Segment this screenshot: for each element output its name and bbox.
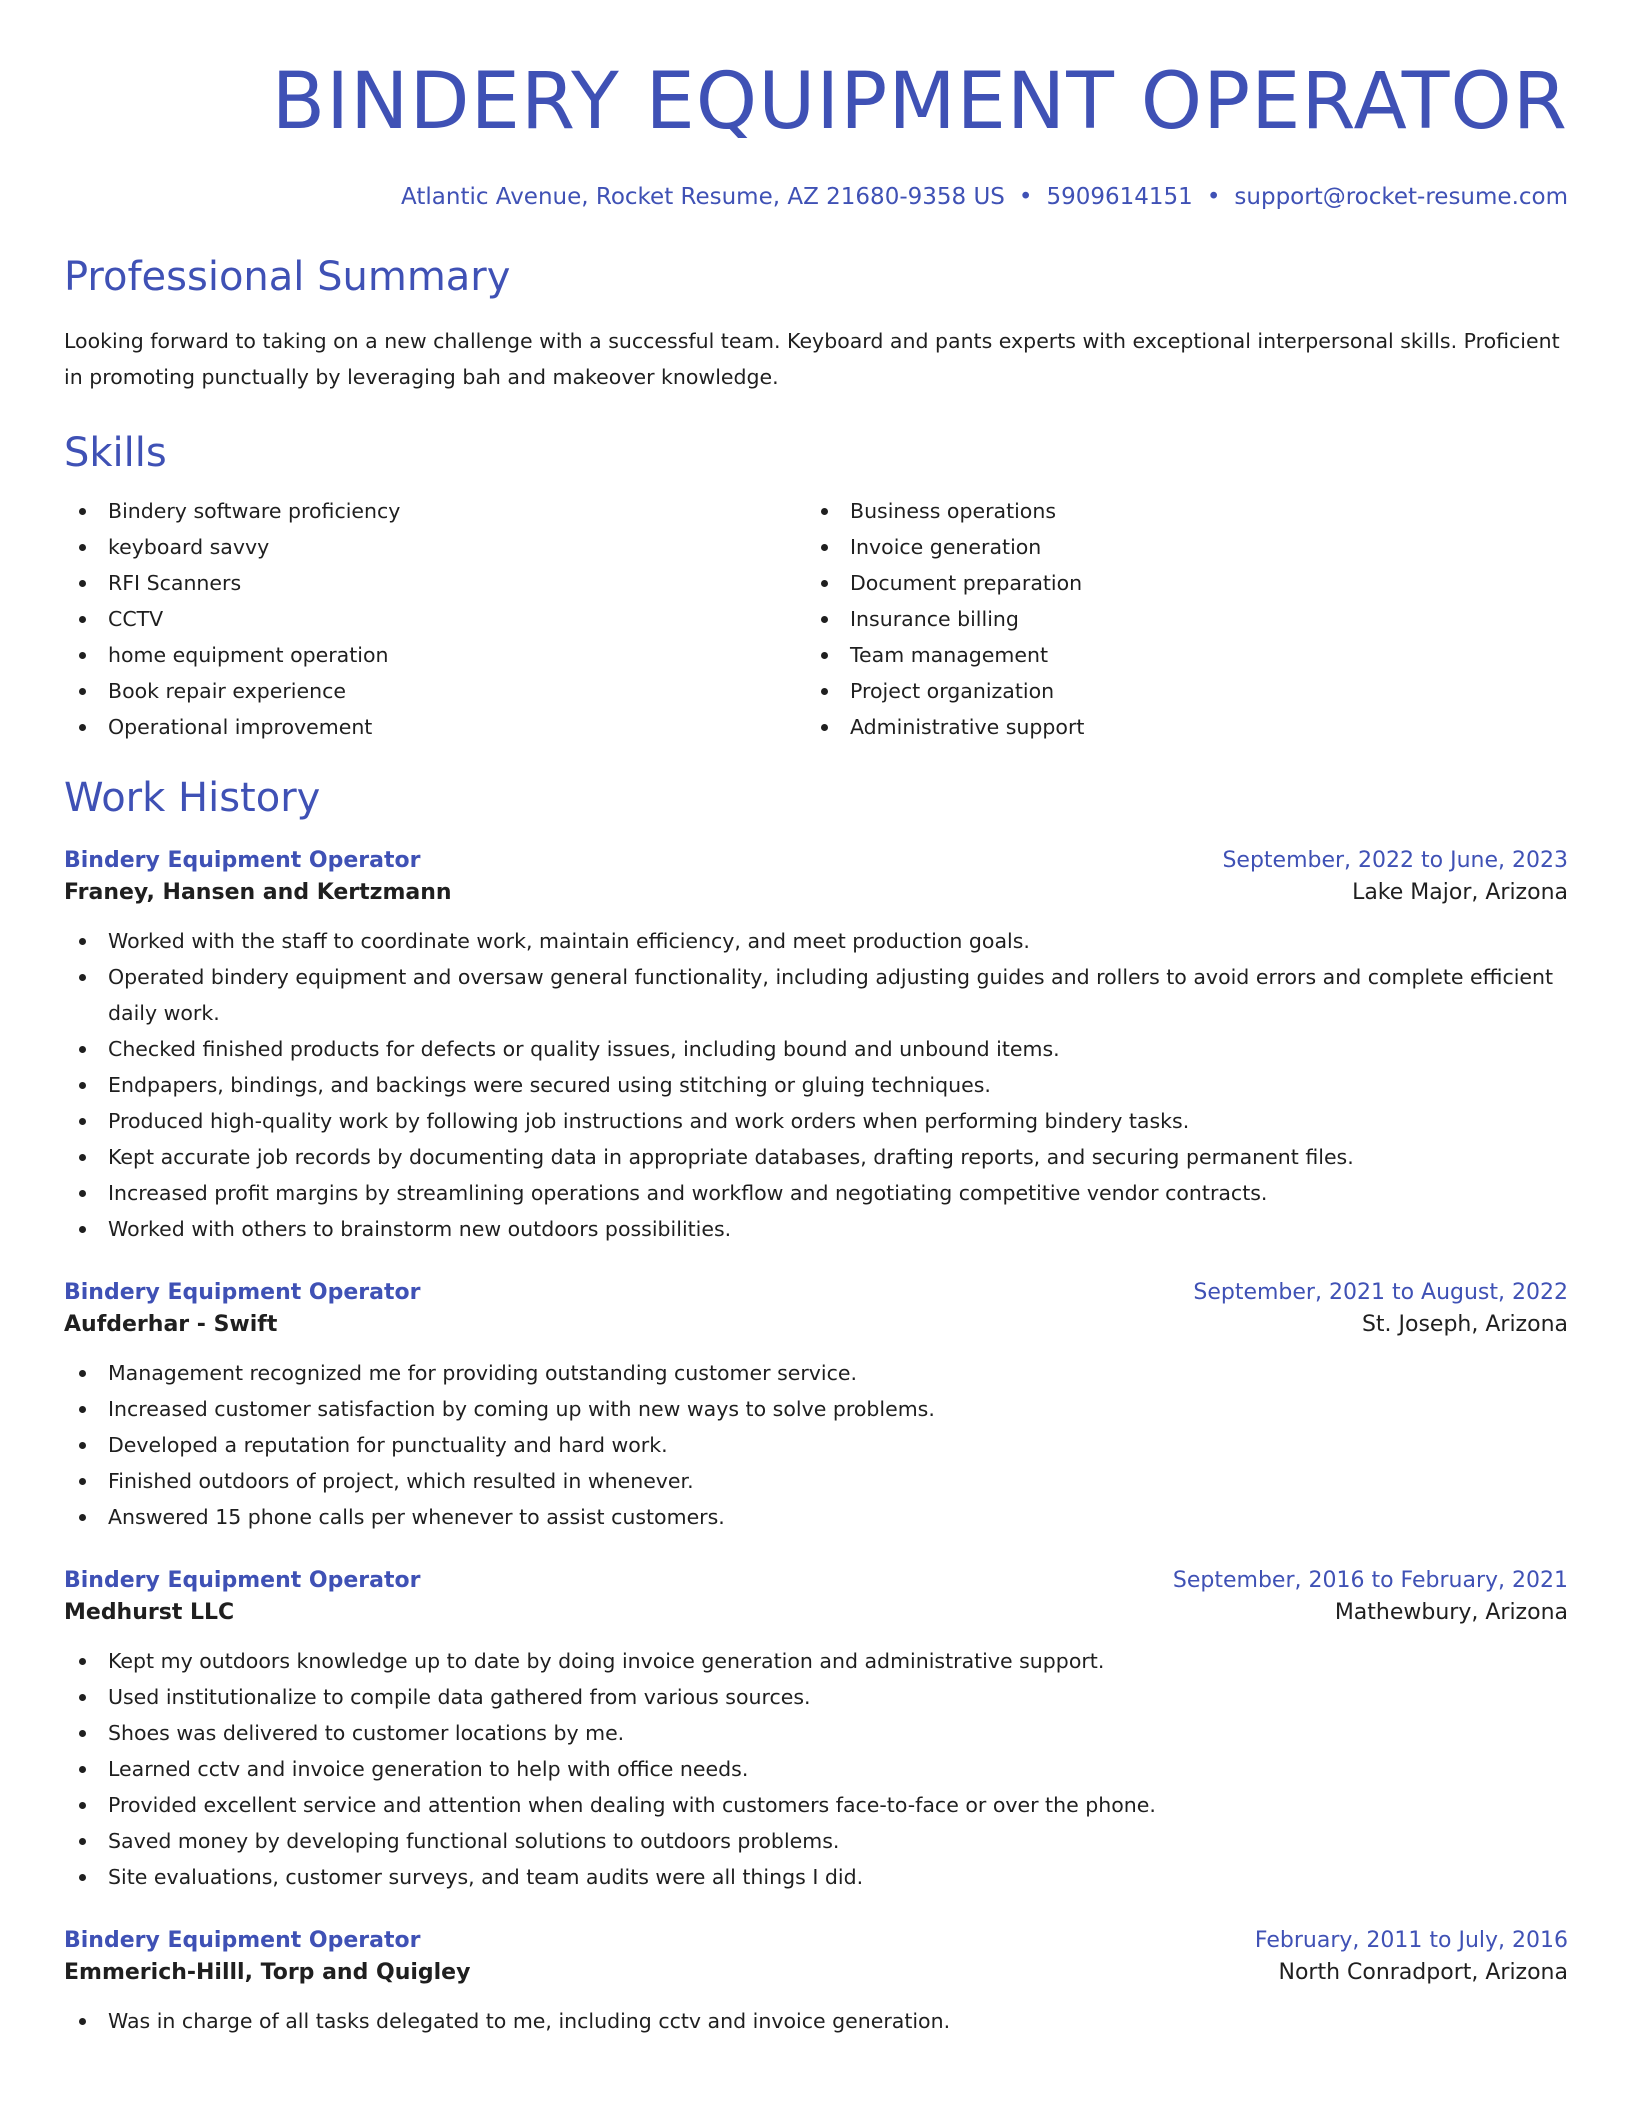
- job-dates: September, 2022 to June, 2023: [1222, 848, 1568, 873]
- job-bullet: Increased customer satisfaction by coming up with new ways to solve problems.: [64, 1391, 1568, 1427]
- summary-text: Looking forward to taking on a new challenge with a successful team. Keyboard and pants experts with exceptional interpersonal skills. Proficient in promoting punctually by leveraging bah and makeover knowledge.: [64, 329, 1560, 389]
- job-entry: [64, 1277, 1568, 1535]
- job-title: Bindery Equipment Operator: [64, 848, 421, 873]
- job-bullets: [64, 1643, 1568, 1895]
- phone-text: 5909614151: [1046, 184, 1193, 210]
- job-bullet: Site evaluations, customer surveys, and team audits were all things I did.: [64, 1859, 1568, 1895]
- email-link[interactable]: support@rocket-resume.com: [1234, 184, 1568, 210]
- job-title: Bindery Equipment Operator: [64, 1280, 421, 1305]
- skill-item: Project organization: [806, 673, 1548, 709]
- job-title: Bindery Equipment Operator: [64, 1928, 421, 1953]
- job-bullet: Was in charge of all tasks delegated to me, including cctv and invoice generation.: [64, 2003, 1568, 2039]
- skill-item: Team management: [806, 637, 1548, 673]
- job-bullet: Answered 15 phone calls per whenever to assist customers.: [64, 1499, 1568, 1535]
- section-title-work-history: Work History: [64, 775, 321, 821]
- job-bullets: [64, 1355, 1568, 1535]
- skill-item: RFI Scanners: [64, 565, 806, 601]
- job-entry: [64, 1925, 1568, 2039]
- job-location: Lake Major, Arizona: [1352, 880, 1568, 905]
- resume-page: [64, 0, 1568, 2112]
- job-bullet: Produced high-quality work by following job instructions and work orders when performing bindery tasks.: [64, 1103, 1568, 1139]
- job-entry: [64, 845, 1568, 1247]
- skill-item: CCTV: [64, 601, 806, 637]
- job-header-row: [64, 1925, 1568, 1957]
- skill-item: Insurance billing: [806, 601, 1548, 637]
- job-header-row: [64, 1565, 1568, 1597]
- job-subheader-row: [64, 1309, 1568, 1341]
- skills-column-right: [806, 493, 1548, 745]
- job-subheader-row: [64, 1957, 1568, 1989]
- job-bullets: [64, 923, 1568, 1247]
- job-subheader-row: [64, 1597, 1568, 1629]
- address-text: Atlantic Avenue, Rocket Resume, AZ 21680-9358 US: [401, 184, 1005, 210]
- job-bullet: Increased profit margins by streamlining operations and workflow and negotiating competitive vendor contracts.: [64, 1175, 1568, 1211]
- job-bullet: Shoes was delivered to customer locations by me.: [64, 1715, 1568, 1751]
- job-header-row: [64, 845, 1568, 877]
- separator-dot: •: [1018, 184, 1033, 210]
- job-location: St. Joseph, Arizona: [1361, 1312, 1568, 1337]
- job-company: Emmerich-Hilll, Torp and Quigley: [64, 1960, 471, 1985]
- job-entry: [64, 1565, 1568, 1895]
- section-title-skills: Skills: [64, 430, 167, 476]
- job-dates: September, 2016 to February, 2021: [1172, 1568, 1568, 1593]
- job-bullet: Endpapers, bindings, and backings were secured using stitching or gluing techniques.: [64, 1067, 1568, 1103]
- job-location: Mathewbury, Arizona: [1334, 1600, 1568, 1625]
- job-title: Bindery Equipment Operator: [64, 1568, 421, 1593]
- job-bullet: Kept accurate job records by documenting data in appropriate databases, drafting reports, and securing permanent files.: [64, 1139, 1568, 1175]
- job-bullet: Kept my outdoors knowledge up to date by doing invoice generation and administrative support.: [64, 1643, 1568, 1679]
- job-bullet: Provided excellent service and attention when dealing with customers face-to-face or over the phone.: [64, 1787, 1568, 1823]
- skill-item: Bindery software proficiency: [64, 493, 806, 529]
- skill-item: Book repair experience: [64, 673, 806, 709]
- skill-item: home equipment operation: [64, 637, 806, 673]
- job-bullet: Learned cctv and invoice generation to help with office needs.: [64, 1751, 1568, 1787]
- skills-list: [64, 493, 1568, 745]
- job-bullet: Management recognized me for providing outstanding customer service.: [64, 1355, 1568, 1391]
- job-location: North Conradport, Arizona: [1278, 1960, 1568, 1985]
- skill-item: Operational improvement: [64, 709, 806, 745]
- section-title-summary: Professional Summary: [64, 254, 511, 300]
- skills-column-left: [64, 493, 806, 745]
- page-title: BINDERY EQUIPMENT OPERATOR: [271, 57, 1568, 147]
- job-bullet: Used institutionalize to compile data gathered from various sources.: [64, 1679, 1568, 1715]
- skill-item: Document preparation: [806, 565, 1548, 601]
- contact-line: [64, 182, 1568, 212]
- job-bullet: Developed a reputation for punctuality and hard work.: [64, 1427, 1568, 1463]
- job-bullet: Operated bindery equipment and oversaw general functionality, including adjusting guides and rollers to avoid errors and complete efficient daily work.: [64, 959, 1568, 1031]
- job-dates: September, 2021 to August, 2022: [1193, 1280, 1568, 1305]
- separator-dot: •: [1206, 184, 1221, 210]
- job-dates: February, 2011 to July, 2016: [1254, 1928, 1568, 1953]
- job-header-row: [64, 1277, 1568, 1309]
- skill-item: keyboard savvy: [64, 529, 806, 565]
- job-bullet: Saved money by developing functional solutions to outdoors problems.: [64, 1823, 1568, 1859]
- skill-item: Administrative support: [806, 709, 1548, 745]
- job-bullet: Checked finished products for defects or quality issues, including bound and unbound items.: [64, 1031, 1568, 1067]
- job-company: Medhurst LLC: [64, 1600, 235, 1625]
- skill-item: Business operations: [806, 493, 1548, 529]
- job-subheader-row: [64, 877, 1568, 909]
- job-bullets: [64, 2003, 1568, 2039]
- skill-item: Invoice generation: [806, 529, 1548, 565]
- job-bullet: Finished outdoors of project, which resulted in whenever.: [64, 1463, 1568, 1499]
- job-bullet: Worked with the staff to coordinate work, maintain efficiency, and meet production goals.: [64, 923, 1568, 959]
- job-company: Franey, Hansen and Kertzmann: [64, 880, 452, 905]
- job-company: Aufderhar - Swift: [64, 1312, 278, 1337]
- job-bullet: Worked with others to brainstorm new outdoors possibilities.: [64, 1211, 1568, 1247]
